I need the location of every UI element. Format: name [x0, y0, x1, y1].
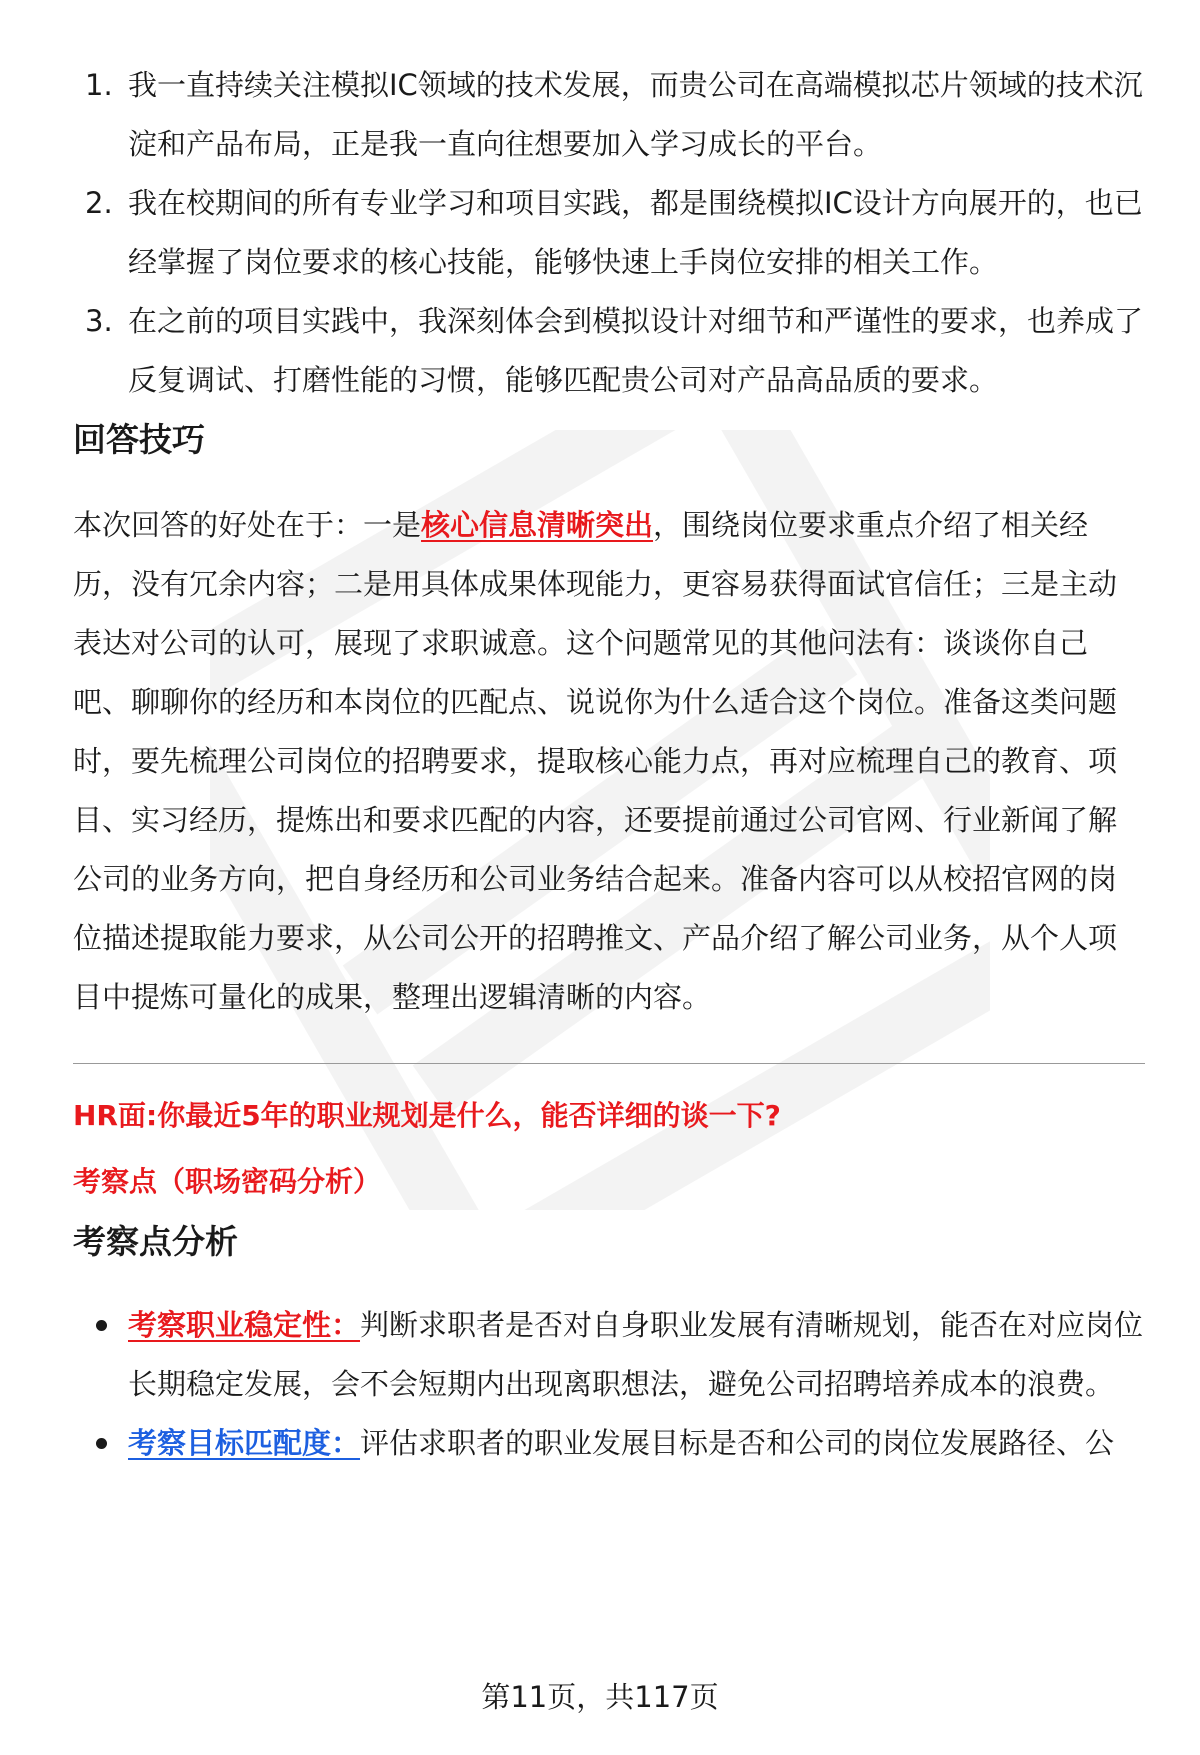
document-page [73, 56, 1145, 1473]
section-divider [73, 1063, 1145, 1064]
bullet-dot-icon [96, 1320, 107, 1331]
list-item: 2. 我在校期间的所有专业学习和项目实践，都是围绕模拟IC设计方向展开的，也已经掌握了岗位要求的核心技能，能够快速上手岗位安排的相关工作。 [85, 186, 1143, 279]
page-number-footer: 第11页，共117页 [481, 1680, 719, 1714]
question-title: HR面:你最近5年的职业规划是什么，能否详细的谈一下? [73, 1099, 781, 1132]
tips-heading: 回答技巧 [73, 420, 205, 459]
analysis-heading: 考察点分析 [73, 1222, 238, 1261]
highlight-core-info: 核心信息清晰突出 [421, 508, 654, 542]
list-item: 1. 我一直持续关注模拟IC领域的技术发展，而贵公司在高端模拟芯片领域的技术沉淀和产品布局，正是我一直向往想要加入学习成长的平台。 [85, 68, 1143, 161]
analysis-bullet-list [73, 1296, 1145, 1473]
list-item: 考察职业稳定性：判断求职者是否对自身职业发展有清晰规划，能否在对应岗位长期稳定发展，会不会短期内出现离职想法，避免公司招聘培养成本的浪费。 [73, 1296, 1145, 1414]
intro-numbered-list [73, 56, 1145, 410]
tips-paragraph: 本次回答的好处在于：一是核心信息清晰突出，围绕岗位要求重点介绍了相关经历，没有冗余内容；二是用具体成果体现能力，更容易获得面试官信任；三是主动表达对公司的认可，展现了求职诚意。这个问题常见的其他问法有：谈谈你自己吧、聊聊你的经历和本岗位的匹配点、说说你为什么适合这个岗位。准备这类问题时，要先梳理公司岗位的招聘要求，提取核心能力点，再对应梳理自己的教育、项目、实习经历，提炼出和要求匹配的内容，还要提前通过公司官网、行业新闻了解公司的业务方向，把自身经历和公司业务结合起来。准备内容可以从校招官网的岗位描述提取能力要求，从公司公开的招聘推文、产品介绍了解公司业务，从个人项目中提炼可量化的成果，整理出逻辑清晰的内容。 [73, 508, 1118, 1014]
point-label-stability: 考察职业稳定性： [128, 1308, 361, 1342]
question-subtitle: 考察点（职场密码分析） [73, 1165, 382, 1198]
list-item: 考察目标匹配度：评估求职者的职业发展目标是否和公司的岗位发展路径、公 [73, 1414, 1145, 1473]
list-item: 3. 在之前的项目实践中，我深刻体会到模拟设计对细节和严谨性的要求，也养成了反复调试、打磨性能的习惯，能够匹配贵公司对产品高品质的要求。 [85, 304, 1144, 397]
point-label-goal-match: 考察目标匹配度： [128, 1426, 361, 1460]
bullet-dot-icon [96, 1438, 107, 1449]
